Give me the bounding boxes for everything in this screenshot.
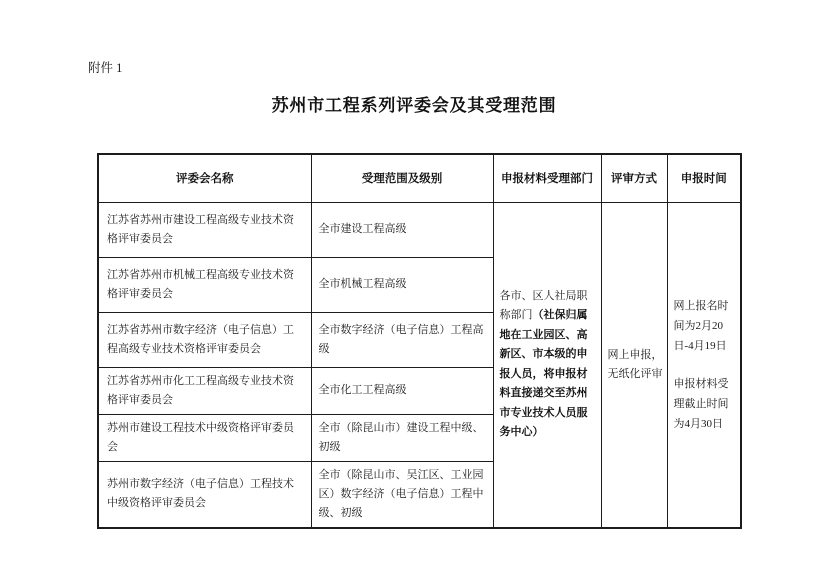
attachment-label: 附件 1: [88, 61, 123, 75]
committee-name-cell: 江苏省苏州市数字经济（电子信息）工程高级专业技术资格评审委员会: [98, 312, 311, 367]
committee-name-cell: 江苏省苏州市化工工程高级专业技术资格评审委员会: [98, 367, 311, 414]
scope-cell: 全市（除昆山市）建设工程中级、初级: [311, 414, 493, 461]
acceptance-department-bold-text: （社保归属地在工业园区、高新区、市本级的申报人员，将申报材料直接递交至苏州市专业技术人员服务中心）: [499, 309, 588, 438]
committee-name-cell: 江苏省苏州市建设工程高级专业技术资格评审委员会: [98, 202, 311, 257]
header-review-method: 评审方式: [601, 154, 667, 202]
committee-name-cell: 江苏省苏州市机械工程高级专业技术资格评审委员会: [98, 257, 311, 312]
application-time-cell: [667, 202, 741, 528]
header-committee-name: 评委会名称: [98, 154, 311, 202]
table-header-row: [98, 154, 741, 202]
table-row: [98, 202, 741, 257]
application-time-deadline: 申报材料受理截止时间为4月30日: [673, 377, 729, 430]
review-method-cell: 网上申报，无纸化评审: [601, 202, 667, 528]
header-scope-level: 受理范围及级别: [311, 154, 493, 202]
header-acceptance-department: 申报材料受理部门: [493, 154, 601, 202]
committee-name-cell: 苏州市建设工程技术中级资格评审委员会: [98, 414, 311, 461]
acceptance-department-cell: [493, 202, 601, 528]
scope-cell: 全市建设工程高级: [311, 202, 493, 257]
scope-cell: 全市化工工程高级: [311, 367, 493, 414]
committee-name-cell: 苏州市数字经济（电子信息）工程技术中级资格评审委员会: [98, 461, 311, 528]
page-title: 苏州市工程系列评委会及其受理范围: [271, 96, 557, 115]
committee-table: [97, 153, 742, 529]
scope-cell: 全市数字经济（电子信息）工程高级: [311, 312, 493, 367]
header-application-time: 申报时间: [667, 154, 741, 202]
acceptance-department-regular-text: 各市、区人社局职称部门: [499, 289, 588, 321]
application-time-registration: 网上报名时间为2月20日-4月19日: [673, 299, 729, 352]
scope-cell: 全市机械工程高级: [311, 257, 493, 312]
scope-cell: 全市（除昆山市、吴江区、工业园区）数字经济（电子信息）工程中级、初级: [311, 461, 493, 528]
